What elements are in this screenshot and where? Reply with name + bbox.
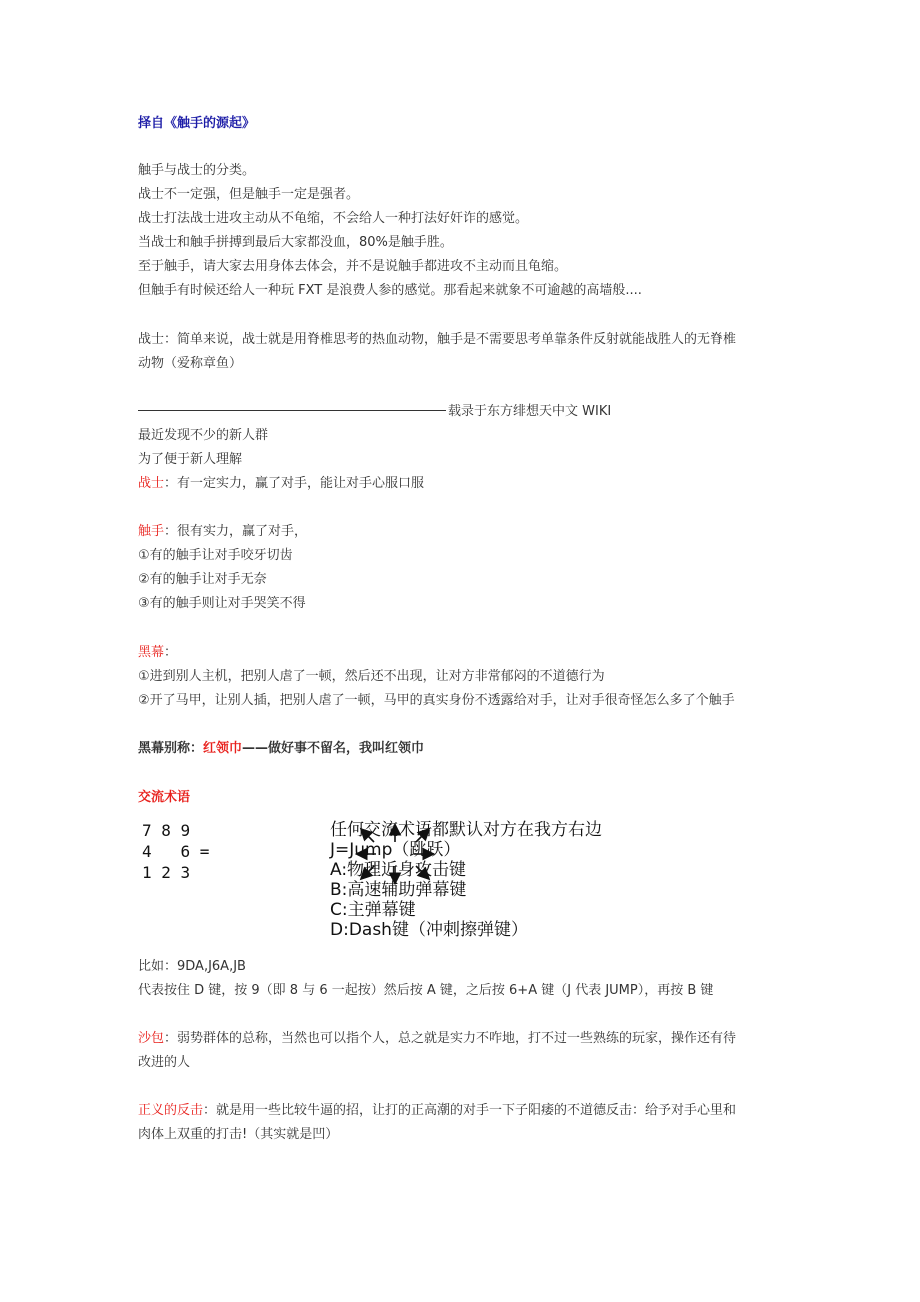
intro-line: 战士不一定强，但是触手一定是强者。 [138, 187, 360, 202]
tentacle-item: ②有的触手让对手无奈 [138, 572, 267, 587]
command-item: J=Jump（跳跃） [330, 840, 461, 860]
definition-line: 动物（爱称章鱼） [138, 356, 243, 371]
intro-line: 触手与战士的分类。 [138, 163, 256, 178]
sandbag-line [138, 1030, 736, 1048]
keypad-row: 1 2 3 [142, 863, 191, 882]
tentacle-line [138, 523, 307, 541]
counter-term: 正义的反击 [138, 1103, 204, 1118]
key-diagram [138, 818, 638, 943]
example-line: 比如：9DA,J6A,JB [138, 959, 246, 974]
blackcurtain-item: ②开了马甲，让别人插，把别人虐了一顿，马甲的真实身份不透露给对手，让对手很奇怪怎么多了个触手 [138, 693, 735, 708]
tentacle-item: ③有的触手则让对手哭笑不得 [138, 596, 306, 611]
intro-line: 至于触手，请大家去用身体去体会，并不是说触手都进攻不主动而且龟缩。 [138, 259, 568, 274]
command-list [330, 820, 602, 940]
sandbag-line: 改进的人 [138, 1055, 191, 1070]
intro-line: 战士打法战士进攻主动从不龟缩，不会给人一种打法好奸诈的感觉。 [138, 211, 529, 226]
command-item: B:高速辅助弹幕键 [330, 880, 467, 900]
sandbag-term: 沙包 [138, 1031, 165, 1046]
example-line: 代表按住 D 键，按 9（即 8 与 6 一起按）然后按 A 键，之后按 6+A 键（J 代表 JUMP），再按 B 键 [138, 983, 714, 998]
warrior-term: 战士 [138, 476, 165, 491]
source-text: 载录于东方绯想天中文 WIKI [448, 404, 612, 419]
blackcurtain-term: 黑幕 [138, 645, 165, 660]
tentacle-text: ：很有实力，赢了对手， [164, 524, 308, 539]
command-item: A:物理近身攻击键 [330, 860, 467, 880]
blackcurtain-item: ①进到别人主机，把别人虐了一顿，然后还不出现，让对方非常郁闷的不道德行为 [138, 669, 605, 684]
blackcurtain-text: ： [164, 645, 178, 660]
definition-line: 战士：简单来说，战士就是用脊椎思考的热血动物，触手是不需要思考单靠条件反射就能战胜人的无脊椎 [138, 332, 737, 347]
newbie-line: 为了便于新人理解 [138, 452, 243, 467]
newbie-line: 最近发现不少的新人群 [138, 428, 269, 443]
counter-line [138, 1102, 736, 1120]
alias-line [138, 740, 424, 758]
command-item: C:主弹幕键 [330, 900, 416, 920]
page-title: 择自《触手的源起》 [138, 116, 256, 131]
command-item: D:Dash键（冲刺擦弹键） [330, 920, 528, 940]
counter-text: ：就是用一些比较牛逼的招，让打的正高潮的对手一下子阳痿的不道德反击：给予对手心里和 [203, 1103, 737, 1118]
tentacle-item: ①有的触手让对手咬牙切齿 [138, 548, 293, 563]
separator-rule [138, 410, 446, 411]
keypad-row: 7 8 9 [142, 821, 191, 840]
keypad-row: 4 6 = [142, 842, 210, 861]
counter-line: 肉体上双重的打击!（其实就是凹） [138, 1127, 339, 1142]
jargon-title: 交流术语 [138, 790, 191, 805]
blackcurtain-line [138, 644, 177, 662]
sandbag-text: ：弱势群体的总称，当然也可以指个人，总之就是实力不咋地，打不过一些熟练的玩家，操作还有待 [164, 1031, 737, 1046]
warrior-text: ：有一定实力，赢了对手，能让对手心服口服 [164, 476, 425, 491]
alias-name: 红领巾 [203, 741, 243, 756]
command-item: 任何交流术语都默认对方在我方右边 [330, 820, 602, 840]
intro-line: 但触手有时候还给人一种玩 FXT 是浪费人参的感觉。那看起来就象不可逾越的高墙般.... [138, 283, 642, 298]
alias-prefix: 黑幕别称： [138, 741, 204, 756]
intro-line: 当战士和触手拼搏到最后大家都没血，80%是触手胜。 [138, 235, 453, 250]
warrior-line [138, 475, 424, 493]
source-line [138, 403, 611, 421]
tentacle-term: 触手 [138, 524, 165, 539]
alias-suffix: ——做好事不留名，我叫红领巾 [242, 741, 425, 756]
